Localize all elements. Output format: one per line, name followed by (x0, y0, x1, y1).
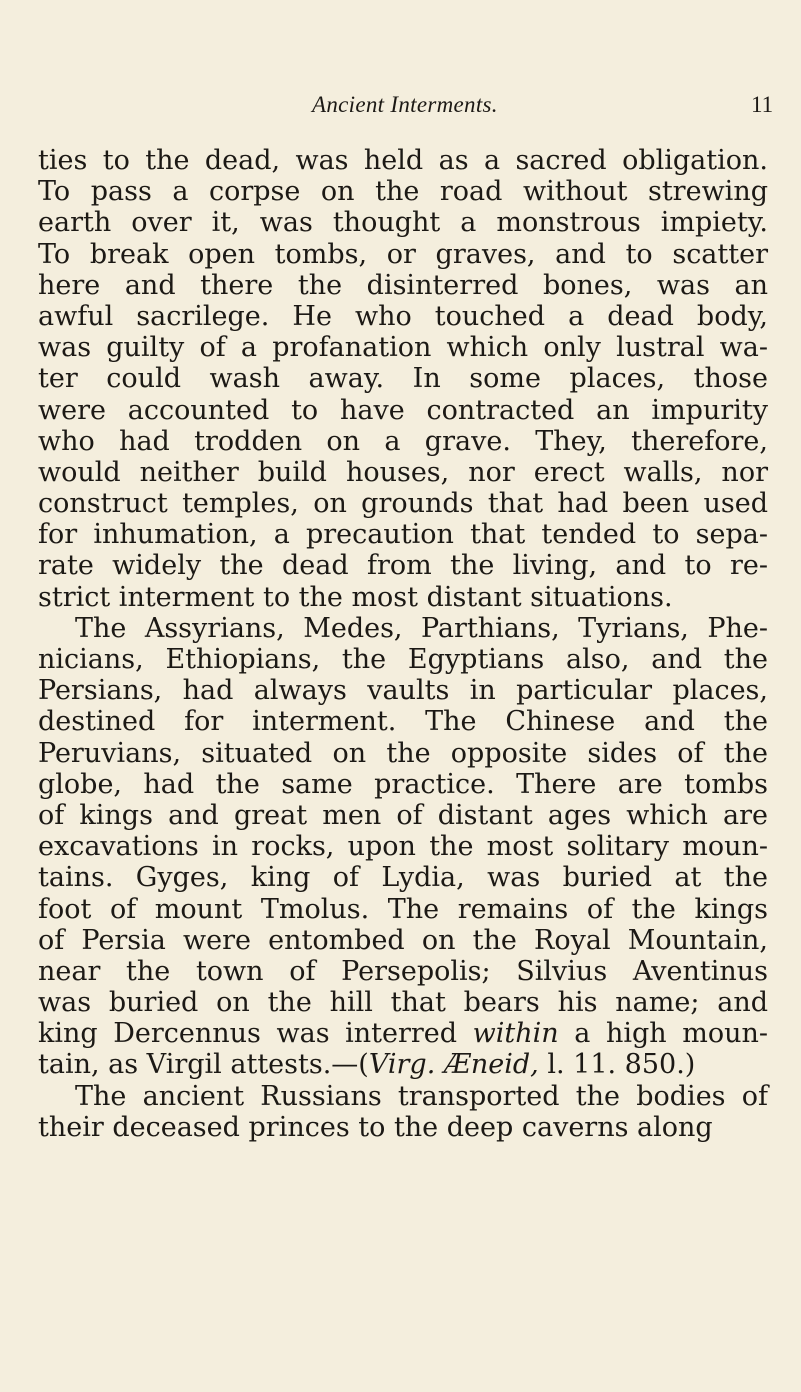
text-line: ties to the dead, was held as a sacred obligation. (38, 145, 768, 176)
text-line: nicians, Ethiopians, the Egyptians also, and the (38, 644, 768, 675)
text-segment: king Dercennus was interred (38, 1018, 473, 1050)
text-line: To pass a corpse on the road without strewing (38, 176, 768, 208)
text-line-emphasis (38, 1018, 768, 1049)
text-line: globe, had the same practice. There are tombs (38, 768, 768, 800)
text-line: ter could wash away. In some places, those (38, 363, 768, 395)
text-line: were accounted to have contracted an impurity (38, 394, 768, 426)
text-line: destined for interment. The Chinese and the (38, 706, 768, 738)
text-line: rate widely the dead from the living, and to re- (38, 550, 768, 582)
text-line: The ancient Russians transported the bodies of (75, 1080, 768, 1112)
text-line: To break open tombs, or graves, and to scatter (38, 238, 768, 270)
text-line: who had trodden on a grave. They, therefore, (38, 425, 768, 457)
running-head-title: Ancient Interments. (312, 92, 498, 117)
text-line: awful sacrilege. He who touched a dead body, (38, 300, 768, 332)
text-segment: a high moun- (558, 1018, 768, 1050)
emphasis-within: within (472, 1018, 559, 1050)
text-segment: l. 11. 850.) (538, 1049, 696, 1081)
text-line-citation (38, 1049, 768, 1080)
body-text (38, 145, 768, 1143)
text-line: here and there the disinterred bones, was an (38, 269, 768, 301)
text-line: their deceased princes to the deep caverns along (38, 1111, 713, 1143)
text-line: Peruvians, situated on the opposite sides of the (38, 737, 768, 769)
text-line: strict interment to the most distant situations. (38, 581, 673, 613)
text-line: of Persia were entombed on the Royal Mountain, (38, 924, 768, 956)
text-line: was buried on the hill that bears his name; and (38, 987, 768, 1019)
citation-virgil: Virg. Æneid, (368, 1049, 539, 1081)
text-line: construct temples, on grounds that had been used (38, 488, 768, 520)
text-line: tains. Gyges, king of Lydia, was buried at the (38, 862, 768, 894)
text-line: foot of mount Tmolus. The remains of the kings (38, 893, 768, 925)
text-line: was guilty of a profanation which only lustral wa- (38, 332, 768, 364)
text-line: excavations in rocks, upon the most solitary moun- (38, 831, 768, 863)
text-line: earth over it, was thought a monstrous impiety. (38, 207, 768, 239)
page-number: 11 (751, 92, 774, 117)
text-line: of kings and great men of distant ages which are (38, 799, 768, 831)
text-segment: tain, as Virgil attests.—( (38, 1049, 369, 1081)
text-line: The Assyrians, Medes, Parthians, Tyrians, Phe- (75, 612, 768, 644)
text-line: Persians, had always vaults in particular places, (38, 675, 768, 707)
running-head (0, 92, 801, 122)
text-line: for inhumation, a precaution that tended to sepa- (38, 519, 768, 551)
text-line: would neither build houses, nor erect walls, nor (38, 456, 768, 488)
text-line: near the town of Persepolis; Silvius Aventinus (38, 955, 768, 987)
